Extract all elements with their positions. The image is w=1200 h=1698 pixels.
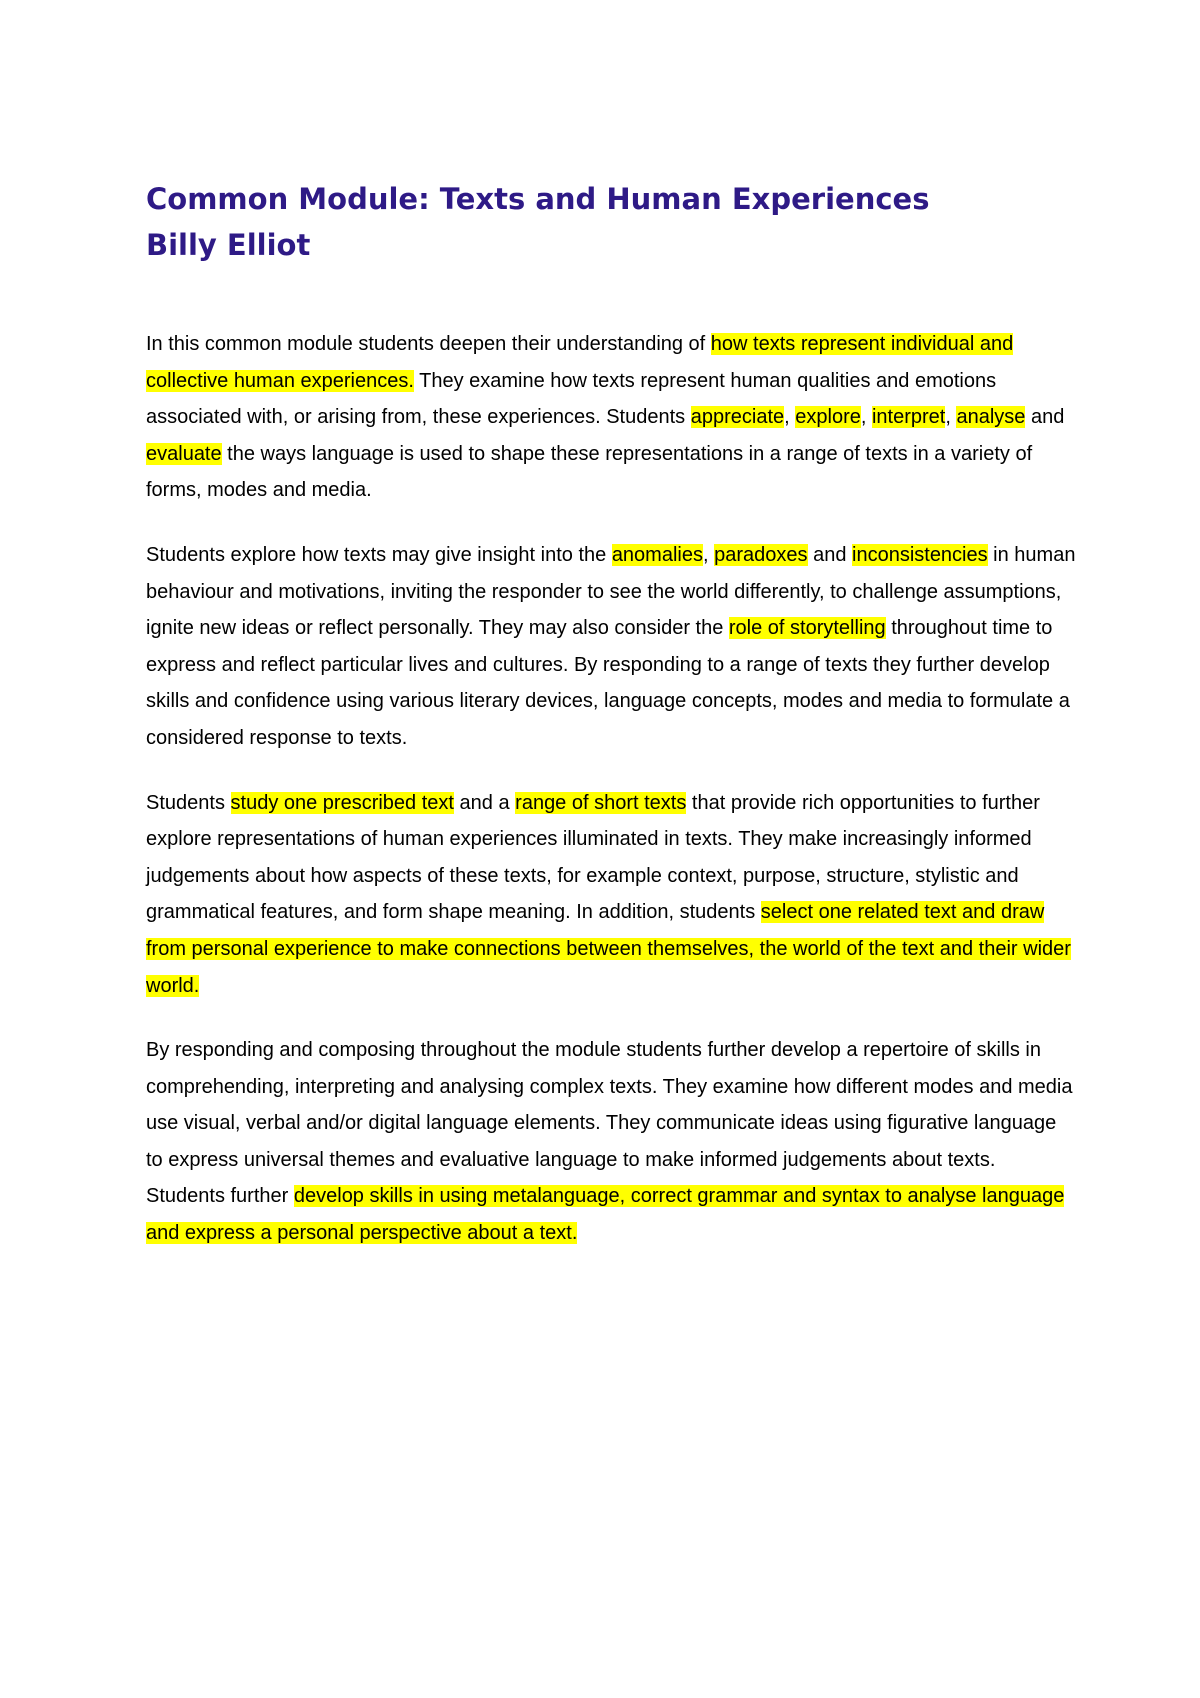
text-run: that provide rich opportunities to further explore representations of human experiences illuminated in texts. They make increasingly informed judgements about how aspects of these texts, for example context, purpose, structure, stylistic and grammatical features, and form shape meaning. In addition, students xyxy=(146,791,1040,924)
text-run: throughout time to express and reflect particular lives and cultures. By responding to a range of texts they further develop skills and confidence using various literary devices, language concepts, modes and media to formulate a considered response to texts. xyxy=(146,617,1070,749)
highlighted-phrase: inconsistencies xyxy=(852,543,988,566)
text-run: , xyxy=(860,406,872,429)
document-heading xyxy=(146,176,1106,268)
text-run: , xyxy=(945,406,957,429)
highlighted-phrase: range of short texts xyxy=(515,791,687,814)
text-run: and a xyxy=(453,791,516,814)
text-run: Students xyxy=(146,791,231,814)
text-run: and xyxy=(1025,406,1065,429)
text-run: , xyxy=(784,406,796,429)
text-title: Billy Elliot xyxy=(146,228,311,262)
document-body xyxy=(146,326,1076,1280)
text-run: the ways language is used to shape these representations in a range of texts in a variety of forms, modes and media. xyxy=(146,442,1033,502)
text-run: Students explore how texts may give insight into the xyxy=(146,543,612,566)
highlighted-phrase: role of storytelling xyxy=(728,617,886,640)
text-run: , xyxy=(702,543,715,566)
text-run: in human behaviour and motivations, inviting the responder to see the world differently, to challenge assumptions, ignite new ideas or reflect personally. They may also consider the xyxy=(146,543,1076,640)
highlighted-phrase: select one related text and draw from personal experience to make connections between themselves, the world of the text and their wider world. xyxy=(146,901,1071,997)
highlighted-phrase: interpret xyxy=(871,406,946,429)
text-run: In this common module students deepen their understanding of xyxy=(146,333,711,355)
highlighted-phrase: develop skills in using metalanguage, correct grammar and syntax to analyse language and express a personal perspective about a text. xyxy=(146,1185,1065,1245)
text-run: and xyxy=(807,543,852,566)
highlighted-phrase: evaluate xyxy=(146,442,222,465)
highlighted-phrase: paradoxes xyxy=(714,543,808,566)
text-run: By responding and composing throughout the module students further develop a repertoire of skills in comprehending, interpreting and analysing complex texts. They examine how different modes and media use visual, verbal and/or digital language elements. They communicate ideas using figurative language to express universal themes and evaluative language to make informed judgements about texts. Students further xyxy=(146,1039,1073,1208)
body-paragraph xyxy=(146,537,1076,757)
module-title: Common Module: Texts and Human Experiences xyxy=(146,182,930,216)
highlighted-phrase: study one prescribed text xyxy=(230,791,454,814)
body-paragraph xyxy=(146,1032,1076,1252)
text-run: They examine how texts represent human qualities and emotions associated with, or arising from, these experiences. Students xyxy=(146,369,997,429)
highlighted-phrase: appreciate xyxy=(690,406,785,429)
highlighted-phrase: explore xyxy=(795,406,861,429)
highlighted-phrase: how texts represent individual and collective human experiences. xyxy=(146,333,1014,392)
highlighted-phrase: analyse xyxy=(956,406,1026,429)
body-paragraph xyxy=(146,785,1076,1005)
highlighted-phrase: anomalies xyxy=(611,543,703,566)
body-paragraph xyxy=(146,326,1076,509)
